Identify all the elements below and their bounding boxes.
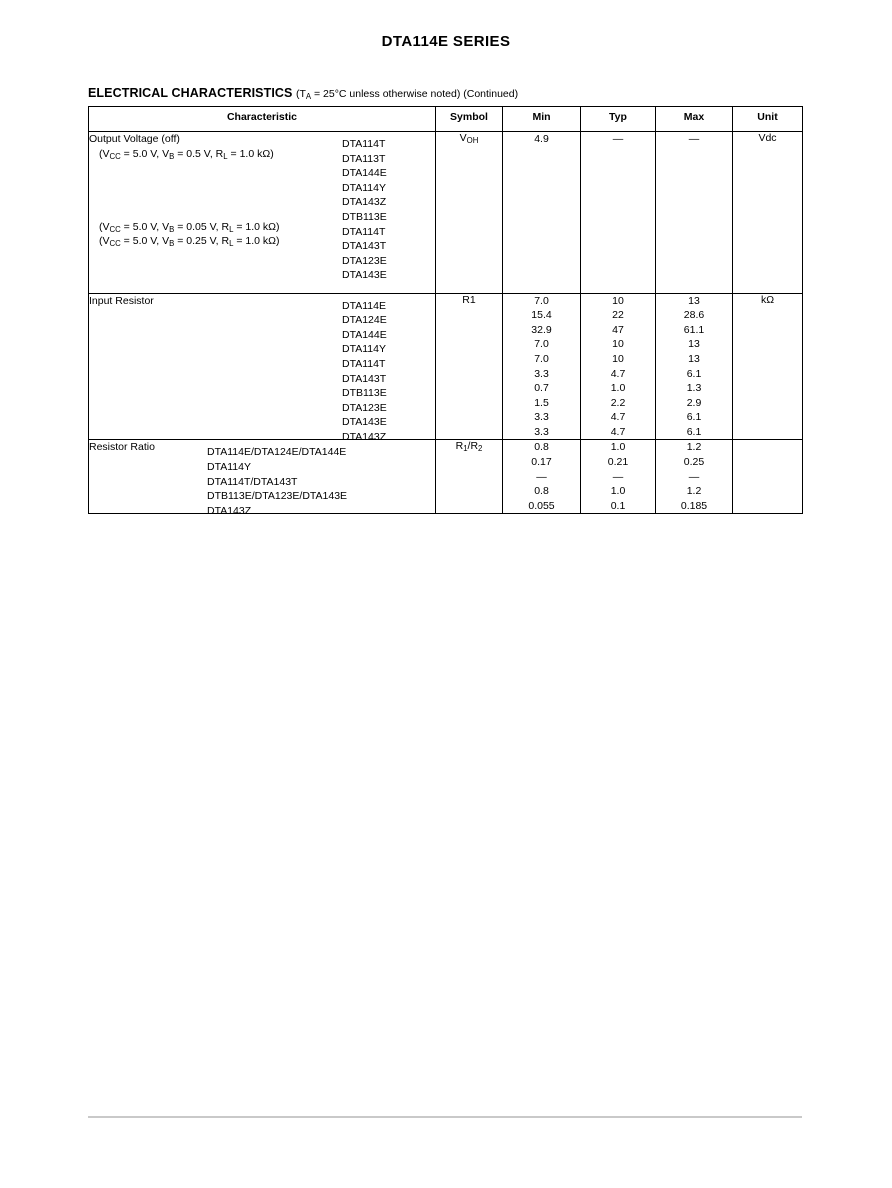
cell-unit: Vdc <box>733 132 803 294</box>
cell-max <box>656 293 733 440</box>
value: — <box>688 470 700 483</box>
value: 0.8 <box>534 441 549 454</box>
footer-divider <box>88 1116 802 1118</box>
part-number: DTA123E <box>342 401 387 414</box>
max-values <box>656 440 732 513</box>
part-number: DTA124E <box>342 314 387 327</box>
part-number-list <box>207 445 347 518</box>
column-header-unit: Unit <box>733 107 803 132</box>
characteristic-name: Resistor Ratio <box>89 441 155 454</box>
value: 15.4 <box>531 309 552 322</box>
column-header-min: Min <box>503 107 581 132</box>
cell-min <box>503 132 581 294</box>
value: 32.9 <box>531 323 552 336</box>
value: 0.17 <box>531 456 552 469</box>
part-number: DTA123E <box>342 254 387 267</box>
value: 7.0 <box>534 352 549 365</box>
condition-line: ($V_{CC} = 5.0$ V, $V_B = 0.25$ V, $R_L = 1.0$ kΩ) <box>99 235 280 249</box>
part-number: DTA114E <box>342 299 386 312</box>
part-number: DTA114T <box>342 138 386 150</box>
cell-symbol: $V_{OH}$ <box>436 132 503 294</box>
part-number-list <box>342 299 387 445</box>
cell-unit: kΩ <box>733 293 803 440</box>
value: 22 <box>612 309 624 322</box>
column-header-typ: Typ <box>581 107 656 132</box>
value: 4.7 <box>610 367 626 380</box>
part-number: DTA114E/DTA124E/DTA144E <box>207 446 347 459</box>
condition-line: ($V_{CC} = 5.0$ V, $V_B = 0.05$ V, $R_L = 1.0$ kΩ) <box>99 220 280 234</box>
value: 0.185 <box>680 499 708 512</box>
cell-max <box>656 440 733 514</box>
value: — <box>612 470 624 483</box>
value: 3.3 <box>534 425 549 438</box>
value: 3.3 <box>534 367 549 380</box>
value: 1.2 <box>686 441 702 454</box>
part-number: DTA143T <box>342 240 387 253</box>
page <box>0 33 892 1188</box>
value: 0.1 <box>610 499 626 512</box>
value: 4.7 <box>610 411 626 424</box>
value: 0.8 <box>534 485 549 498</box>
cell-typ <box>581 132 656 294</box>
table-row <box>89 440 803 514</box>
value: — <box>536 470 547 483</box>
cell-typ <box>581 440 656 514</box>
cell-min <box>503 440 581 514</box>
max-values <box>656 294 732 440</box>
value: 1.0 <box>610 382 626 395</box>
value: 1.0 <box>610 485 626 498</box>
typ-values <box>581 294 655 440</box>
part-number: DTA113T <box>342 152 386 165</box>
cell-characteristic <box>89 132 436 294</box>
cell-typ <box>581 293 656 440</box>
part-number: DTA143E <box>342 416 387 429</box>
value: — <box>612 133 624 145</box>
part-number: DTA114Y <box>342 181 386 194</box>
cell-max <box>656 132 733 294</box>
cell-symbol: $R_1/R_2$ <box>436 440 503 514</box>
section-heading <box>88 86 892 100</box>
value: 10 <box>612 352 624 365</box>
part-number: DTA114Y <box>342 343 386 356</box>
value: 13 <box>688 338 700 351</box>
typ-values <box>581 132 655 147</box>
value: 2.2 <box>610 396 626 409</box>
value: 7.0 <box>534 338 549 351</box>
table-row <box>89 293 803 440</box>
characteristic-name: Output Voltage (off) <box>89 133 180 145</box>
part-number: DTB113E <box>342 387 387 400</box>
value: 7.0 <box>534 294 549 307</box>
value: 4.9 <box>534 133 549 145</box>
table-header-row <box>89 107 803 132</box>
typ-values <box>581 440 655 513</box>
value: 6.1 <box>686 425 702 438</box>
max-values <box>656 132 732 147</box>
value: 1.5 <box>534 396 549 409</box>
value: 13 <box>688 294 700 307</box>
part-number: DTA114T <box>342 225 386 238</box>
electrical-characteristics-table <box>88 106 803 517</box>
value: 0.21 <box>607 456 629 469</box>
min-values <box>503 132 580 147</box>
cell-min <box>503 293 581 440</box>
value: 1.0 <box>610 441 626 454</box>
characteristic-name: Input Resistor <box>89 294 154 307</box>
condition-line: ($V_{CC} = 5.0$ V, $V_B = 0.5$ V, $R_L = 1.0$ kΩ) <box>99 147 274 161</box>
part-number: DTA143T <box>342 372 387 385</box>
part-number-list <box>342 137 387 283</box>
part-number: DTA143Z <box>342 430 387 443</box>
column-header-symbol: Symbol <box>436 107 503 132</box>
part-number: DTA143E <box>342 269 387 282</box>
value: 0.055 <box>528 499 555 512</box>
part-number: DTB113E/DTA123E/DTA143E <box>207 490 348 503</box>
part-number: DTA143Z <box>207 504 252 517</box>
value: 47 <box>612 323 624 336</box>
part-number: DTA114Y <box>207 461 251 474</box>
cell-unit <box>733 440 803 514</box>
table-row <box>89 132 803 294</box>
value: 0.7 <box>534 382 549 395</box>
value: 13 <box>688 352 700 365</box>
cell-characteristic <box>89 440 436 517</box>
part-number: DTA144E <box>342 167 387 180</box>
value: 10 <box>612 294 624 307</box>
value: 61.1 <box>683 323 705 336</box>
value: 10 <box>612 338 624 351</box>
value: — <box>688 133 700 145</box>
cell-characteristic <box>89 293 436 443</box>
part-number: DTA144E <box>342 328 387 341</box>
value: 1.3 <box>686 382 702 395</box>
part-number: DTB113E <box>342 210 387 223</box>
column-header-characteristic: Characteristic <box>89 107 436 132</box>
page-title: DTA114E SERIES <box>381 33 511 50</box>
cell-symbol: R1 <box>436 293 503 440</box>
section-heading-label: ELECTRICAL CHARACTERISTICS <box>88 86 293 100</box>
part-number: DTA143Z <box>342 196 387 209</box>
part-number: DTA114T <box>342 357 386 370</box>
value: 1.2 <box>686 485 702 498</box>
min-values <box>503 294 580 440</box>
min-values <box>503 440 580 513</box>
value: 6.1 <box>686 411 702 424</box>
value: 0.25 <box>683 456 705 469</box>
value: 6.1 <box>686 367 702 380</box>
section-heading-note: ($T_A = 25^\circ C$ unless otherwise noted) (Continued) <box>295 88 519 101</box>
value: 3.3 <box>534 411 549 424</box>
part-number: DTA114T/DTA143T <box>207 475 298 488</box>
value: 2.9 <box>686 396 702 409</box>
column-header-max: Max <box>656 107 733 132</box>
value: 28.6 <box>683 309 705 322</box>
value: 4.7 <box>610 425 626 438</box>
